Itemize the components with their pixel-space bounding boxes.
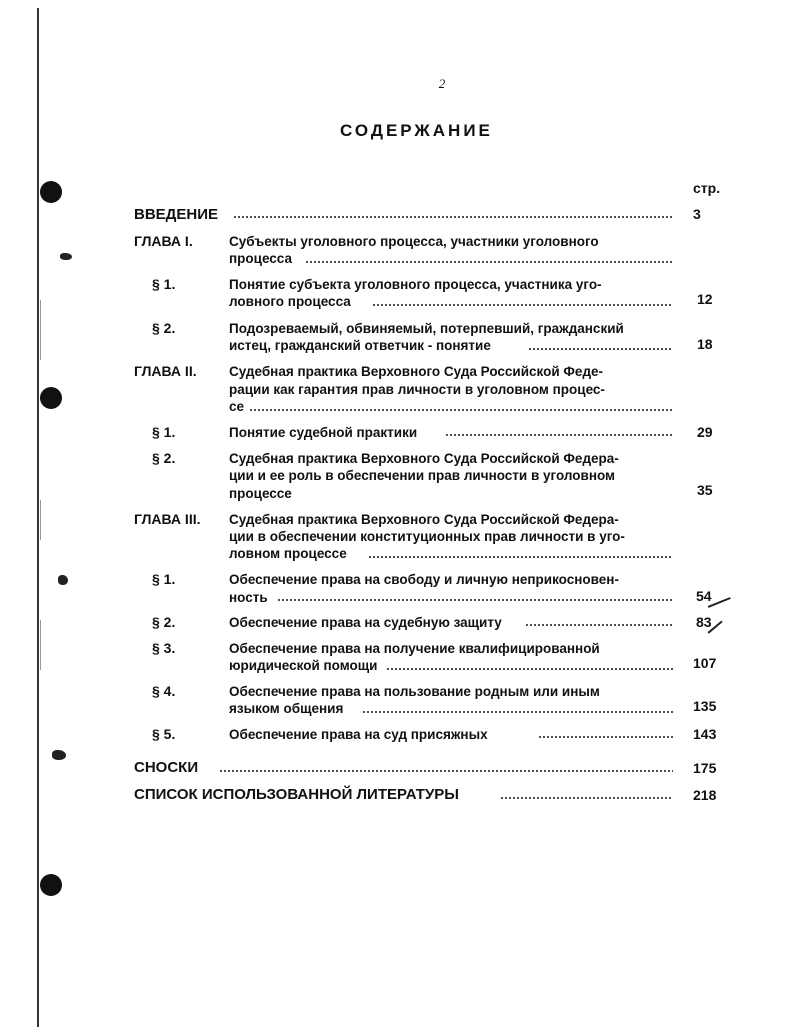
intro-label: ВВЕДЕНИЕ bbox=[134, 206, 218, 223]
scan-speck bbox=[58, 575, 68, 585]
scan-speck bbox=[60, 253, 72, 260]
dot-leader bbox=[368, 554, 673, 560]
chapter-2-label: ГЛАВА II. bbox=[134, 363, 197, 379]
chapter-3-label: ГЛАВА III. bbox=[134, 511, 201, 527]
chapter-1-label: ГЛАВА I. bbox=[134, 233, 193, 249]
ch1-sec2-label: § 2. bbox=[152, 320, 176, 336]
dot-leader bbox=[219, 768, 673, 774]
dot-leader bbox=[500, 795, 673, 801]
chapter-1-title-line: процесса bbox=[229, 251, 292, 266]
binder-hole bbox=[40, 874, 62, 896]
ch3-sec5-title-line: Обеспечение права на суд присяжных bbox=[229, 727, 488, 742]
ch3-sec3-label: § 3. bbox=[152, 640, 176, 656]
references-page: 218 bbox=[693, 787, 717, 803]
ch3-sec4-title-line: Обеспечение права на пользование родным или иным bbox=[229, 684, 600, 699]
intro-page: 3 bbox=[693, 206, 701, 222]
dot-leader bbox=[528, 346, 673, 352]
ch2-sec2-title-line: процессе bbox=[229, 486, 292, 501]
page-title: СОДЕРЖАНИЕ bbox=[340, 121, 493, 140]
dot-leader bbox=[538, 734, 673, 740]
ch2-sec1-page: 29 bbox=[697, 424, 713, 440]
ch1-sec1-title-line: Понятие субъекта уголовного процесса, участника уго- bbox=[229, 277, 602, 292]
ch3-sec3-title-line: юридической помощи bbox=[229, 658, 378, 673]
chapter-3-title-line: ловном процессе bbox=[229, 546, 347, 561]
references-label: СПИСОК ИСПОЛЬЗОВАННОЙ ЛИТЕРАТУРЫ bbox=[134, 786, 459, 803]
dot-leader bbox=[372, 302, 673, 308]
ch2-sec1-title-line: Понятие судебной практики bbox=[229, 425, 418, 440]
ch2-sec2-title-line: Судебная практика Верховного Суда Российской Федера- bbox=[229, 451, 619, 466]
notes-page: 175 bbox=[693, 760, 717, 776]
chapter-2-title-line: Судебная практика Верховного Суда Российской Феде- bbox=[229, 364, 604, 379]
scan-speck bbox=[52, 750, 66, 760]
ch2-sec1-label: § 1. bbox=[152, 424, 176, 440]
notes-label: СНОСКИ bbox=[134, 759, 199, 776]
ch3-sec4-label: § 4. bbox=[152, 683, 176, 699]
ch1-sec1-title-line: ловного процесса bbox=[229, 294, 351, 309]
binder-hole bbox=[40, 181, 62, 203]
dot-leader bbox=[362, 709, 673, 715]
ch3-sec2-title-line: Обеспечение права на судебную защиту bbox=[229, 615, 502, 630]
scan-mark bbox=[40, 300, 41, 360]
dot-leader bbox=[249, 407, 673, 413]
chapter-2-title-line: се bbox=[229, 399, 245, 414]
ch3-sec3-title-line: Обеспечение права на получение квалифицированной bbox=[229, 641, 600, 656]
page-number: 2 bbox=[438, 76, 446, 91]
dot-leader bbox=[525, 622, 673, 628]
ch3-sec1-title-line: Обеспечение права на свободу и личную неприкосновен- bbox=[229, 572, 619, 587]
dot-leader bbox=[386, 666, 673, 672]
ch3-sec1-label: § 1. bbox=[152, 571, 176, 587]
scan-edge-line bbox=[37, 8, 39, 1027]
dot-leader bbox=[305, 259, 673, 265]
ch3-sec1-title-line: ность bbox=[229, 590, 268, 605]
ch3-sec5-label: § 5. bbox=[152, 726, 176, 742]
ch1-sec1-label: § 1. bbox=[152, 276, 176, 292]
chapter-3-title-line: ции в обеспечении конституционных прав личности в уго- bbox=[229, 529, 625, 544]
ch3-sec3-page: 107 bbox=[693, 655, 717, 671]
ch3-sec2-label: § 2. bbox=[152, 614, 176, 630]
ch3-sec4-page: 135 bbox=[693, 698, 717, 714]
ch3-sec1-page: 54 bbox=[696, 588, 712, 604]
ch1-sec1-page: 12 bbox=[697, 291, 713, 307]
ch1-sec2-title-line: Подозреваемый, обвиняемый, потерпевший, гражданский bbox=[229, 321, 624, 336]
chapter-1-title-line: Субъекты уголовного процесса, участники уголовного bbox=[229, 234, 599, 249]
page-column-label: стр. bbox=[693, 180, 721, 196]
scan-mark bbox=[40, 500, 41, 540]
ch3-sec5-page: 143 bbox=[693, 726, 717, 742]
ch3-sec2-page: 83 bbox=[696, 614, 712, 630]
ch1-sec2-title-line: истец, гражданский ответчик - понятие bbox=[229, 338, 491, 353]
dot-leader bbox=[233, 214, 673, 220]
ch2-sec2-label: § 2. bbox=[152, 450, 176, 466]
binder-hole bbox=[40, 387, 62, 409]
ch2-sec2-page: 35 bbox=[697, 482, 713, 498]
chapter-3-title-line: Судебная практика Верховного Суда Российской Федера- bbox=[229, 512, 619, 527]
scan-mark bbox=[40, 620, 41, 670]
chapter-2-title-line: рации как гарантия прав личности в уголовном процес- bbox=[229, 382, 605, 397]
ch3-sec4-title-line: языком общения bbox=[229, 701, 344, 716]
dot-leader bbox=[277, 597, 673, 603]
ch2-sec2-title-line: ции и ее роль в обеспечении прав личности в уголовном bbox=[229, 468, 616, 483]
dot-leader bbox=[445, 432, 673, 438]
ch1-sec2-page: 18 bbox=[697, 336, 713, 352]
